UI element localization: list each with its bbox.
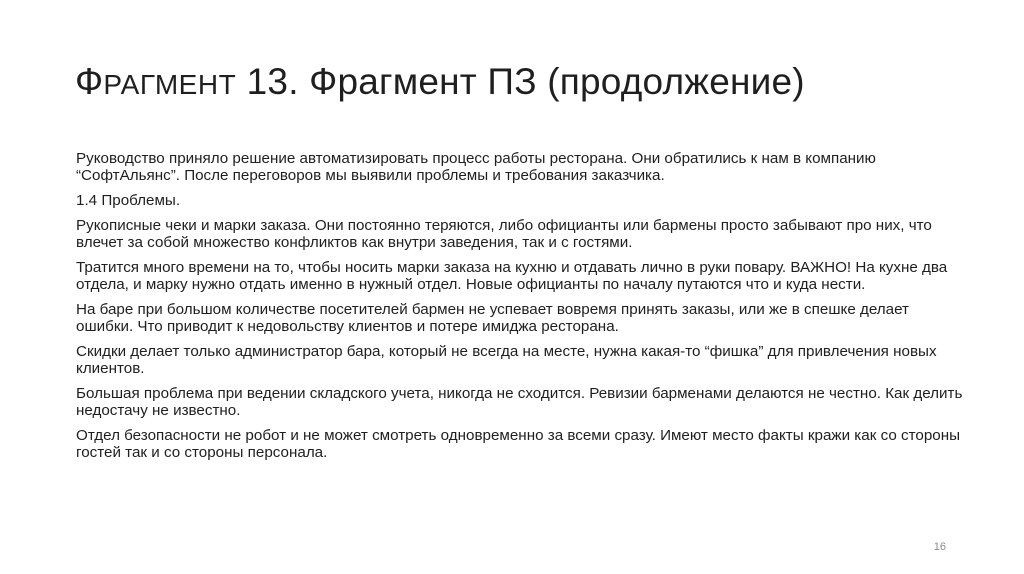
slide-body	[76, 150, 966, 469]
paragraph-section-heading: 1.4 Проблемы.	[76, 192, 181, 209]
title-smallcaps: РАГМЕНТ	[103, 69, 237, 100]
paragraph-discounts: Скидки делает только администратор бара, который не всегда на месте, нужна какая-то “фишка” для привлечения новых клиентов.	[76, 343, 937, 377]
title-rest: 13. Фрагмент ПЗ (продолжение)	[236, 61, 805, 102]
paragraph-handwritten-checks: Рукописные чеки и марки заказа. Они постоянно теряются, либо официанты или бармены просто забывают про них, что влечет за собой множество конфликтов как внутри заведения, так и с гостями.	[76, 217, 932, 251]
page-number: 16	[933, 541, 946, 553]
paragraph-kitchen-tickets: Тратится много времени на то, чтобы носить марки заказа на кухню и отдавать лично в руки повару. ВАЖНО! На кухне два отдела, и марку нужно отдать именно в нужный отдел. Новые официанты по началу путаются что и куда нести.	[76, 259, 948, 293]
paragraph-intro: Руководство приняло решение автоматизировать процесс работы ресторана. Они обратились к нам в компанию “СофтАльянс”. После переговоров мы выявили проблемы и требования заказчика.	[76, 150, 876, 184]
paragraph-inventory: Большая проблема при ведении складского учета, никогда не сходится. Ревизии барменами делаются не честно. Как делить недостачу не известно.	[76, 385, 963, 419]
paragraph-bar-orders: На баре при большом количестве посетителей бармен не успевает вовремя принять заказы, или же в спешке делает ошибки. Что приводит к недовольству клиентов и потере имиджа ресторана.	[76, 301, 909, 335]
paragraph-security: Отдел безопасности не робот и не может смотреть одновременно за всеми сразу. Имеют место факты кражи как со стороны гостей так и со стороны персонала.	[76, 427, 961, 461]
slide-title	[75, 58, 975, 109]
title-initial: Ф	[75, 61, 104, 102]
